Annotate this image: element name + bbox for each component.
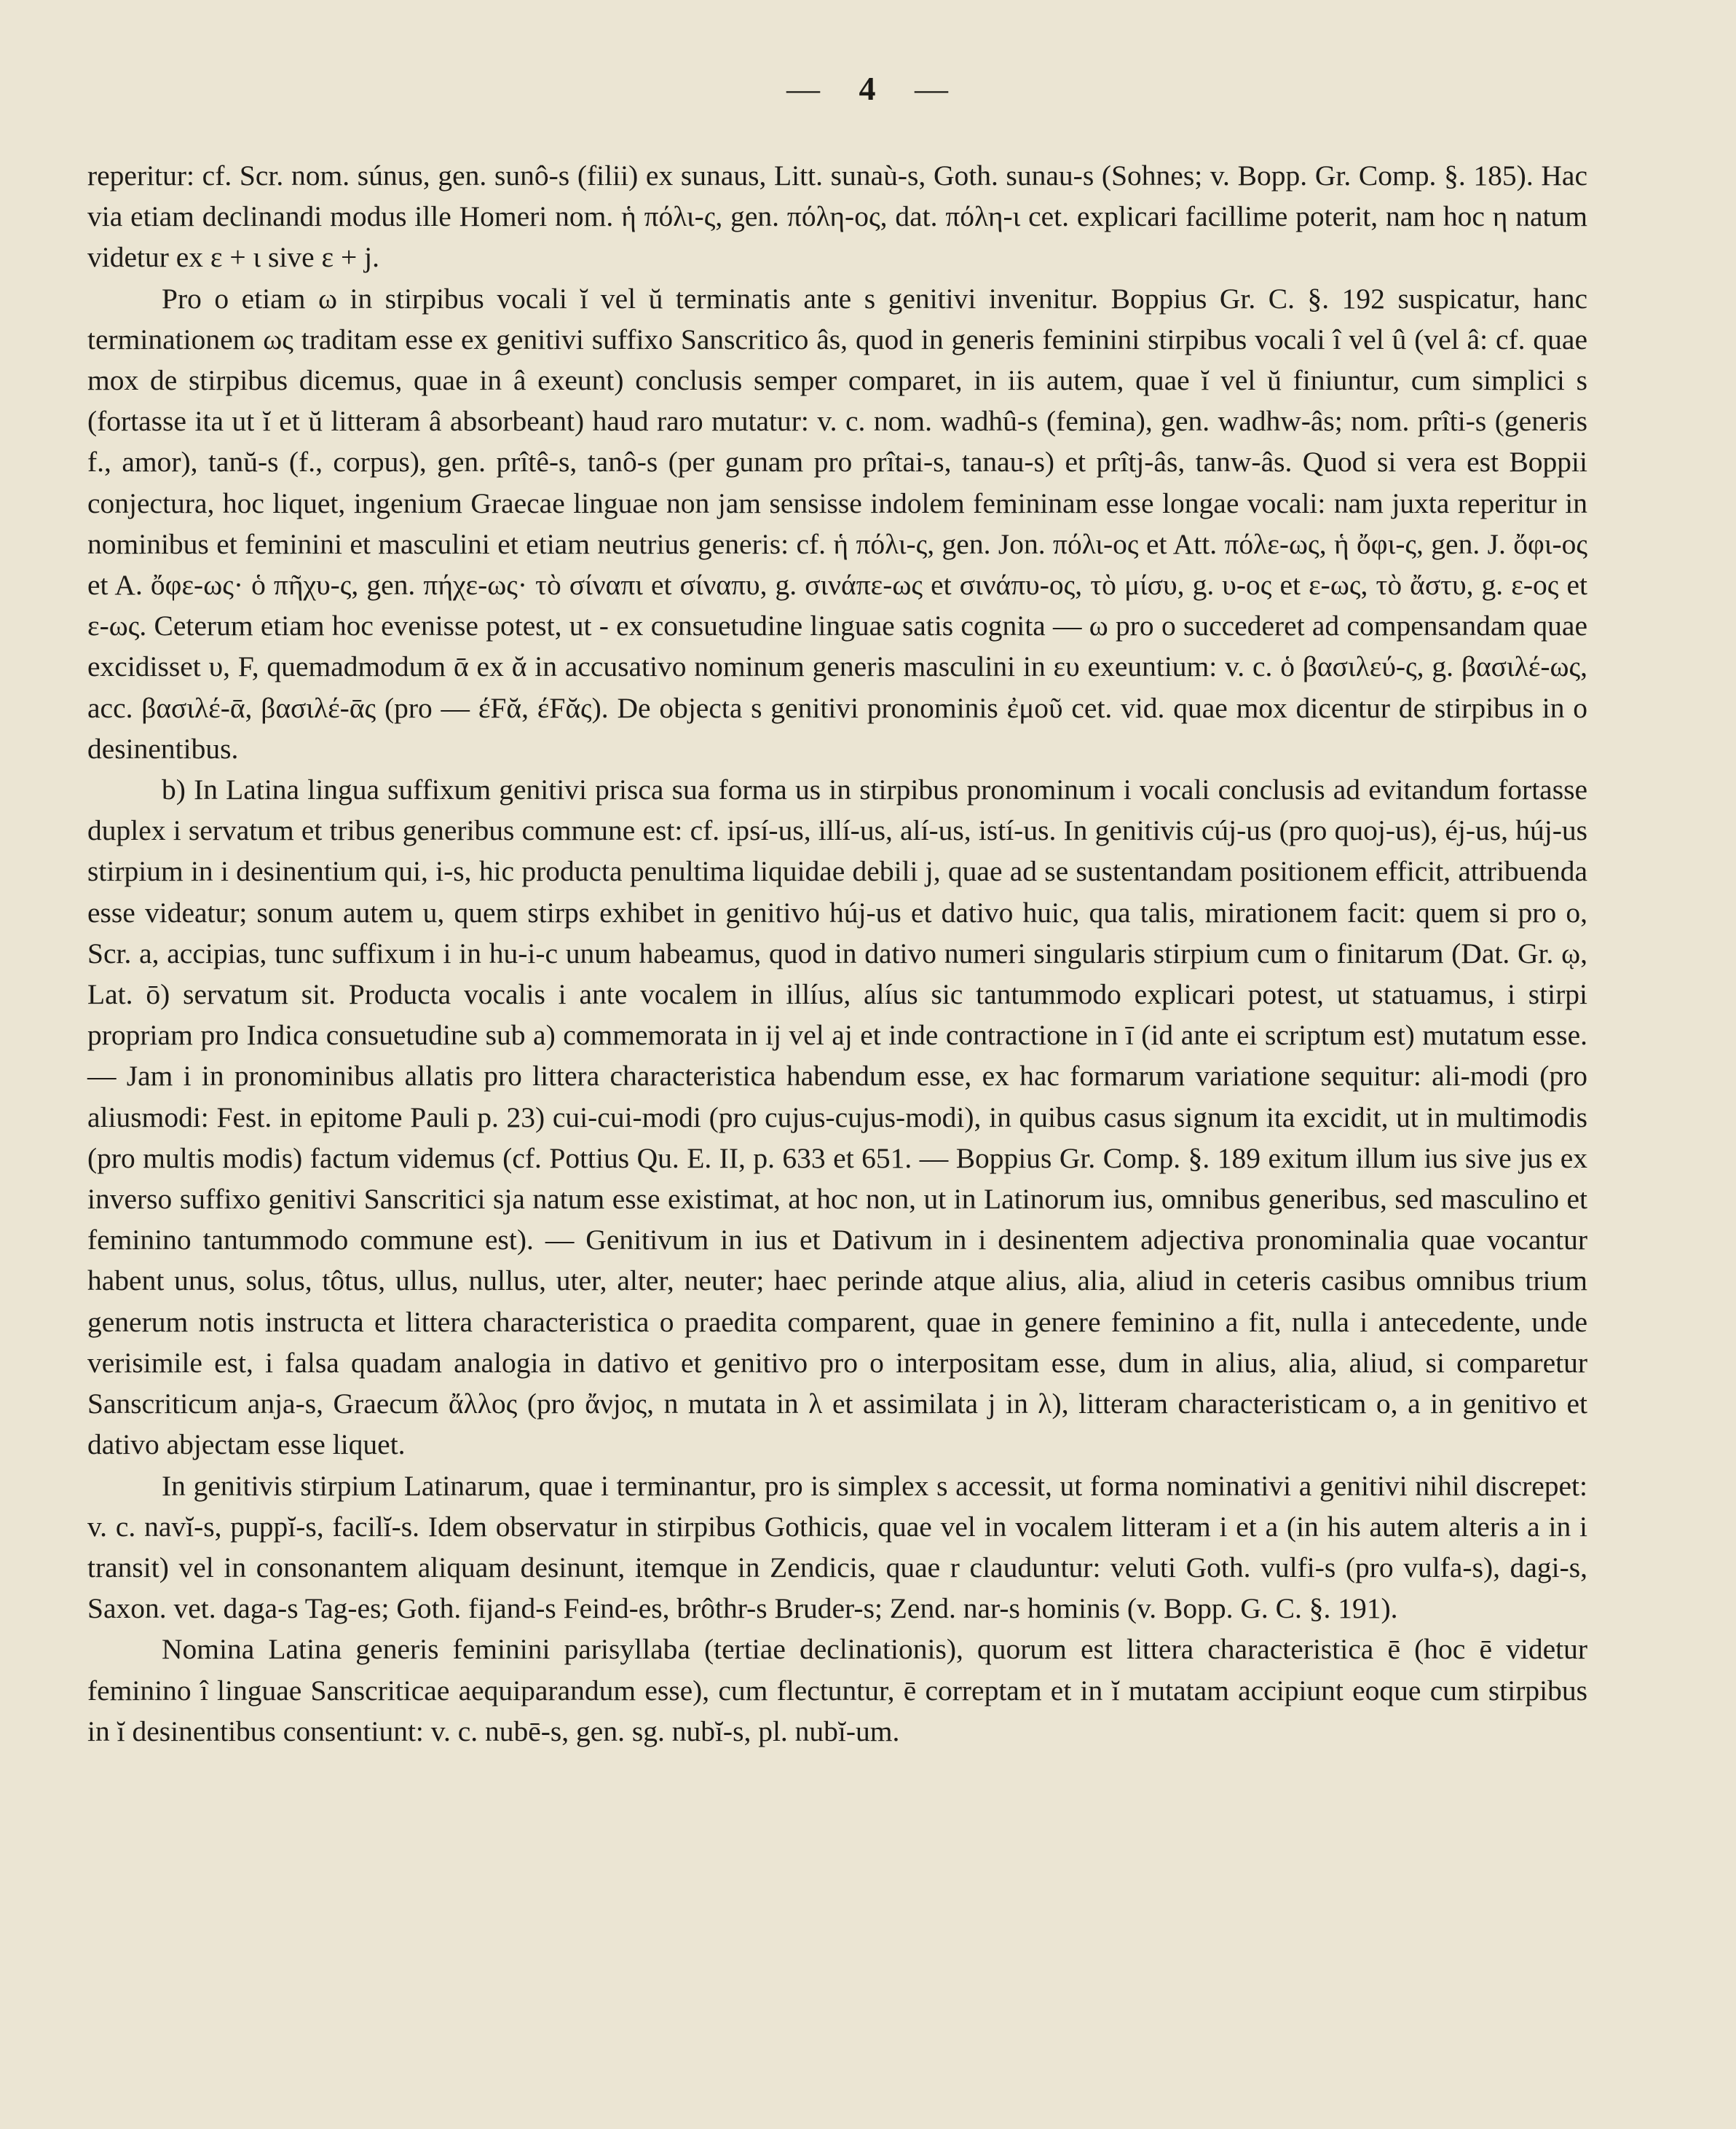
header-dash-right: — xyxy=(915,70,950,107)
header-dash-left: — xyxy=(786,70,821,107)
paragraph-i-stems: In genitivis stirpium Latinarum, quae i terminantur, pro is simplex s accessit, ut forma nominativi a genitivi nihil discrepet: v. c. navĭ-s, puppĭ-s, facilĭ-s. Idem observatur in stirpibus Gothicis, quae vel in vocalem litteram i et a (in his autem alteris a in i transit) vel in consonantem aliquam desinunt, itemque in Zendicis, quae r clauduntur: veluti Goth. vulfi-s (pro vulfa-s), dagi-s, Saxon. vet. daga-s Tag-es; Goth. fijand-s Feind-es, brôthr-s Bruder-s; Zend. nar-s hominis (v. Bopp. G. C. §. 191). xyxy=(87,1469,1587,1625)
paragraph-continuation: reperitur: cf. Scr. nom. súnus, gen. sunô-s (filii) ex sunaus, Litt. sunaù-s, Goth. sunau-s (Sohnes; v. Bopp. Gr. Comp. §. 185). Hac via etiam declinandi modus ille Homeri nom. ἡ πόλι-ς, gen. πόλη-ος, dat. πόλη-ι cet. explicari facillime poterit, nam hoc η natum videtur ex ε + ι sive ε + j. xyxy=(87,160,1587,274)
page-number: 4 xyxy=(859,70,877,107)
paragraph-latin-genitive: b) In Latina lingua suffixum genitivi prisca sua forma us in stirpibus pronominum i vocali conclusis ad evitandum fortasse duplex i servatum et tribus generibus commune est: cf. ipsí-us, illí-us, alí-us, istí-us. In genitivis cúj-us (pro quoj-us), éj-us, húj-us stirpium in i desinentium qui, i-s, hic producta penultima liquidae debili j, quae ad se sustentandam positionem efficit, attribuenda esse videatur; sonum autem u, quem stirps exhibet in genitivo húj-us et dativo huic, qua talis, mirationem facit: quem si pro o, Scr. a, accipias, tunc suffixum i in hu-i-c unum habeamus, quod in dativo numeri singularis stirpium cum o finitarum (Dat. Gr. ῳ, Lat. ō) servatum sit. Producta vocalis i ante vocalem in illíus, alíus sic tantummodo explicari potest, ut statuamus, i stirpi propriam pro Indica consuetudine sub a) commemorata in ij vel aj et inde contractione in ī (id ante ei scriptum est) mutatum esse. — Jam i in pronominibus allatis pro littera characteristica habendum esse, ex hac formarum variatione sequitur: ali-modi (pro aliusmodi: Fest. in epitome Pauli p. 23) cui-cui-modi (pro cujus-cujus-modi), in quibus casus signum ita excidit, ut in multimodis (pro multis modis) factum videmus (cf. Pottius Qu. E. II, p. 633 et 651. — Boppius Gr. Comp. §. 189 exitum illum ius sive jus ex inverso suffixo genitivi Sanscritici sja natum esse existimat, at hoc non, ut in Latinorum ius, omnibus generibus, sed masculino et feminino tantummodo commune est). — Genitivum in ius et Dativum in i desinentem adjectiva pronominalia quae vocantur habent unus, solus, tôtus, ullus, nullus, uter, alter, neuter; haec perinde atque alius, alia, aliud in ceteris casibus omnibus trium generum notis instructa et littera characteristica o praedita comparent, quae in genere feminino a fit, nulla i antecedente, unde verisimile est, i falsa quadam analogia in dativo et genitivo pro o interpositam esse, dum in alius, alia, aliud, si comparetur Sanscriticum anja-s, Graecum ἄλλος (pro ἄνjος, n mutata in λ et assimilata j in λ), litteram characteristicam o, a in genitivo et dativo abjectam esse liquet. xyxy=(87,774,1587,1461)
paragraph-omega-genitive: Pro ο etiam ω in stirpibus vocali ĭ vel ŭ terminatis ante s genitivi invenitur. Boppius Gr. C. §. 192 suspicatur, hanc terminationem ως traditam esse ex genitivi suffixo Sanscritico âs, quod in generis feminini stirpibus vocali î vel û (vel â: cf. quae mox de stirpibus dicemus, quae in â exeunt) conclusis semper comparet, in iis autem, quae ĭ vel ŭ finiuntur, cum simplici s (fortasse ita ut ĭ et ŭ litteram â absorbeant) haud raro mutatur: v. c. nom. wadhû-s (femina), gen. wadhw-âs; nom. prîti-s (generis f., amor), tanŭ-s (f., corpus), gen. prîtê-s, tanô-s (per gunam pro prîtai-s, tanau-s) et prîtj-âs, tanw-âs. Quod si vera est Boppii conjectura, hoc liquet, ingenium Graecae linguae non jam sensisse indolem femininam esse longae vocali: nam juxta reperitur in nominibus et feminini et masculini et etiam neutrius generis: cf. ἡ πόλι-ς, gen. Jon. πόλι-ος et Att. πόλε-ως, ἡ ὄφι-ς, gen. J. ὄφι-ος et A. ὄφε-ως· ὁ πῆχυ-ς, gen. πήχε-ως· τὸ σίναπι et σίναπυ, g. σινάπε-ως et σινάπυ-ος, τὸ μίσυ, g. υ-ος et ε-ως, τὸ ἄστυ, g. ε-ος et ε-ως. Ceterum etiam hoc evenisse potest, ut - ex consuetudine linguae satis cognita — ω pro ο succederet ad compensandam quae excidisset υ, F, quemadmodum ᾱ ex ᾰ in accusativo nominum generis masculini in ευ exeuntium: v. c. ὁ βασιλεύ-ς, g. βασιλέ-ως, acc. βασιλέ-ᾱ, βασιλέ-ᾱς (pro — έFᾰ, έFᾰς). De objecta s genitivi pronominis ἐμοῦ cet. vid. quae mox dicentur de stirpibus in o desinentibus. xyxy=(87,282,1587,765)
text-body xyxy=(87,155,1587,1752)
paragraph-parisyllaba: Nomina Latina generis feminini parisyllaba (tertiae declinationis), quorum est littera characteristica ē (hoc ē videtur feminino î linguae Sanscriticae aequiparandum esse), cum flectuntur, ē correptam et in ĭ mutatam accipiunt eoque cum stirpibus in ĭ desinentibus consentiunt: v. c. nubē-s, gen. sg. nubĭ-s, pl. nubĭ-um. xyxy=(87,1633,1587,1747)
page-header xyxy=(0,69,1736,108)
